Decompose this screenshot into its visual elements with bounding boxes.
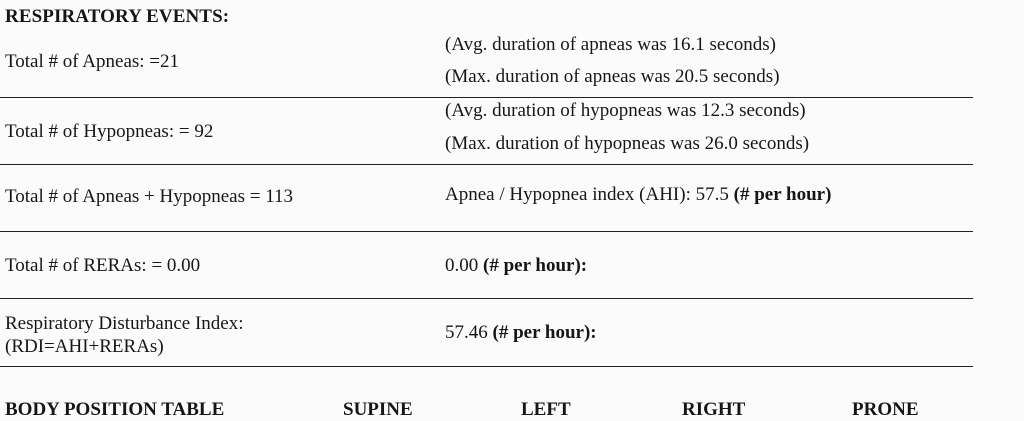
hypopneas-max-duration: (Max. duration of hypopneas was 26.0 seconds) — [445, 133, 810, 154]
column-header-supine: SUPINE — [343, 399, 413, 420]
column-header-left: LEFT — [521, 399, 571, 420]
divider-line — [0, 97, 973, 98]
ahi-value-text: Apnea / Hypopnea index (AHI): 57.5 — [445, 184, 729, 205]
hypopneas-total-label: Total # of Hypopneas: = 92 — [5, 121, 214, 142]
divider-line — [0, 231, 973, 232]
reras-total-label: Total # of RERAs: = 0.00 — [5, 255, 201, 276]
reras-value — [445, 256, 587, 277]
divider-line — [0, 164, 973, 165]
rdi-value — [445, 323, 597, 344]
section-title: RESPIRATORY EVENTS: — [5, 6, 230, 27]
rdi-value-text: 57.46 — [445, 322, 488, 343]
apneas-max-duration: (Max. duration of apneas was 20.5 seconds) — [445, 66, 780, 87]
reras-value-unit: (# per hour): — [483, 255, 588, 276]
rdi-value-unit: (# per hour): — [492, 322, 597, 343]
divider-line — [0, 366, 973, 367]
divider-line — [0, 298, 973, 299]
reras-value-text: 0.00 — [445, 255, 479, 276]
rdi-label-line1: Respiratory Disturbance Index: — [5, 313, 244, 334]
apneas-hypopneas-total-label: Total # of Apneas + Hypopneas = 113 — [5, 186, 293, 207]
rdi-label-line2: (RDI=AHI+RERAs) — [5, 336, 164, 357]
apneas-total-label: Total # of Apneas: =21 — [5, 51, 180, 72]
body-position-table-title: BODY POSITION TABLE — [5, 399, 225, 420]
ahi-value-unit: (# per hour) — [733, 184, 832, 205]
hypopneas-avg-duration: (Avg. duration of hypopneas was 12.3 seconds) — [445, 100, 806, 121]
column-header-prone: PRONE — [852, 399, 919, 420]
column-header-right: RIGHT — [682, 399, 746, 420]
ahi-value — [445, 185, 831, 206]
apneas-avg-duration: (Avg. duration of apneas was 16.1 seconds) — [445, 34, 777, 55]
